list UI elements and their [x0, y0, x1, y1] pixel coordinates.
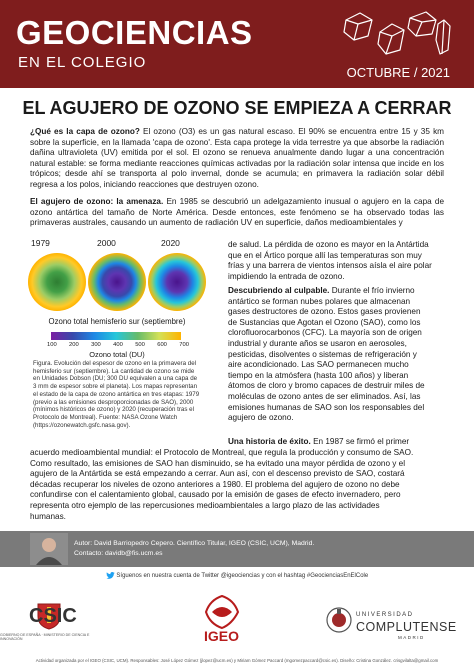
culpable-line: antártico se forman nubes polares que almacenan	[228, 296, 411, 306]
globe-caption: Ozono total hemisferio sur (septiembre)	[48, 317, 186, 326]
intro-line: la radiación dañina ultravioleta (UV) emitida por el sol. El ozono se renueva anualmente dando lugar a una	[30, 137, 444, 158]
culpable-lead: Descubriendo al culpable.	[228, 286, 330, 295]
ucm-logo: COMPLUTENSE	[356, 620, 457, 634]
exito-paragraph	[30, 448, 444, 522]
issue-date: OCTUBRE / 2021	[346, 65, 450, 80]
amenaza-cont-line: que en el Ártico porque allí las temperaturas son muy	[228, 250, 422, 260]
colorbar-ticks	[47, 342, 189, 348]
exito-line: Como resultado, las emisiones de SAO han disminuido, se ha evitado una mayor pérdida de ozono y el	[30, 458, 406, 468]
culpable-line: pesticidas, disolventes o sistemas de refrigeración y	[228, 349, 417, 359]
crystals-icon	[340, 10, 452, 58]
twitter-icon	[106, 572, 115, 579]
footer-credits: Actividad organizada por el IGEO (CSIC, UCM). Responsables: José López Gómez (jlopez@ucm.es) y Miriam Gómez Paccard (mgomezpaccard@csic.es). Diseño: Cristina González. crisgvilalta@gmail.com	[35, 658, 439, 663]
author-bar	[0, 531, 474, 567]
caption-line: (mínimos históricos de ozono) y 2020 (recuperación tras el	[33, 406, 194, 414]
year-label: 2020	[161, 238, 180, 248]
culpable-line: clorofluorocarbonos (CFC). La mayoría son de origen	[228, 328, 422, 338]
ucm-crest-icon	[326, 606, 352, 634]
author-name: Autor: David Barriopedro Cepero. Científico Titular, IGEO (CSIC, UCM), Madrid.	[74, 540, 315, 547]
colorbar-tick: 400	[113, 342, 123, 348]
intro-line: concentración natural estable: se forma mediante reacciones químicas activadas por la radiación solar	[30, 148, 444, 168]
intro-line: km sobre la superficie, en la llamada 'capa de ozono'. Esta capa protege la vida terrestre ya que absorbe	[30, 127, 444, 147]
header-title: GEOCIENCIAS	[16, 14, 253, 51]
caption-line: 3 mm de espesor sobre el planeta). Los mapas representan	[33, 383, 198, 391]
amenaza-paragraph	[30, 197, 444, 229]
author-photo	[30, 533, 68, 565]
author-avatar	[30, 533, 68, 565]
exito-first-line: Una historia de éxito. En 1987 se firmó el primer	[228, 437, 410, 446]
ucm-top: UNIVERSIDAD	[356, 612, 414, 618]
culpable-line: átomos de cloro y bromo capaces de destruir miles de	[228, 381, 425, 391]
culpable-paragraph	[228, 286, 444, 424]
colorbar-tick: 300	[91, 342, 101, 348]
exito-line: representa otro ejemplo de las repercusiones medioambientales a largo plazo de las actividades	[30, 500, 380, 510]
amenaza-line: las primaveras australes, causando un aumento de radiación UV en superficie, daños medioambientales y	[30, 207, 444, 228]
caption-line: (https://ozonewatch.gsfc.nasa.gov).	[33, 421, 131, 429]
colorbar-label: Ozono total (DU)	[89, 350, 145, 359]
colorbar-tick: 700	[179, 342, 189, 348]
igeo-logo: IGEO	[204, 628, 240, 644]
header-banner	[0, 0, 474, 88]
culpable-line: emisiones humanas de SAO son los responsables del	[228, 402, 425, 412]
intro-line: intensa que incide en los trópicos; desde ahí se transporta al polo invernal, donde se acumula; en	[30, 158, 444, 179]
amenaza-cont-line: frías y una barrera de vientos intensos aísla el aire polar	[228, 261, 432, 271]
colorbar-tick: 600	[157, 342, 167, 348]
amenaza-line: En 1985 se descubrió un adelgazamiento inusual o agujero en la capa	[166, 197, 432, 206]
caption-line: Figura. Evolución del espesor de ozono en la primavera del	[33, 360, 197, 367]
amenaza-lead: El agujero de ozono: la amenaza.	[30, 197, 164, 206]
culpable-line: moléculas de ozono antes de ser eliminados. Así, las	[228, 391, 421, 401]
igeo-emblem-icon	[200, 594, 244, 630]
globe-2000	[88, 253, 146, 311]
csic-subtext: GOBIERNO DE ESPAÑA · MINISTERIO DE CIENCIA E INNOVACIÓN	[0, 633, 90, 641]
colorbar-tick: 500	[135, 342, 145, 348]
header-subtitle: EN EL COLEGIO	[18, 54, 147, 71]
caption-line: Protocolo de Montreal). Fuente: NASA Ozone Watch	[33, 413, 178, 421]
intro-line: primavera la radiación solar débil regresa a los polos, iniciando reacciones que destruyen ozono.	[30, 169, 444, 189]
intro-paragraph	[30, 127, 444, 191]
amenaza-cont-line: impidiendo la entrada de ozono.	[228, 271, 345, 281]
colorbar-tick: 100	[47, 342, 57, 348]
exito-line: humanas.	[30, 511, 66, 521]
exito-lead: Una historia de éxito.	[228, 437, 311, 446]
figure-caption	[33, 360, 213, 429]
article-title: EL AGUJERO DE OZONO SE EMPIEZA A CERRAR	[22, 98, 452, 118]
culpable-line: gases destructores de ozono. Estos gases provienen	[228, 307, 421, 317]
culpable-line: Descubriendo al culpable. Durante el frío invierno	[228, 286, 415, 295]
culpable-line: agujero de ozono.	[228, 413, 294, 423]
caption-line: (previo a las emisiones desproporcionadas de SAO), 2000	[33, 398, 194, 406]
exito-line: décadas recuperar los niveles de ozono anteriores a 1980. El problema del agujero de ozono no debe	[30, 479, 400, 489]
colorbar-tick: 200	[69, 342, 79, 348]
social-text: Síguenos en nuestra cuenta de Twitter @igeociencias y con el hashtag #GeocienciasEnElCole	[116, 573, 369, 580]
ucm-city: MADRID	[398, 635, 425, 640]
ozone-globes	[27, 249, 207, 315]
amenaza-continued	[228, 240, 444, 282]
amenaza-line: de ozono antártica del tamaño de Norte América. Desde entonces, este fenómeno se ha observado todas	[30, 197, 444, 217]
intro-line: El ozono (O3) es un gas natural escaso. El 90% se encuentra entre 15 y 35	[143, 127, 430, 136]
year-label: 1979	[31, 238, 50, 248]
csic-logo: CSIC	[29, 605, 77, 627]
caption-line: hemisferio sur (septiembre). La cantidad de ozono se mide	[33, 367, 195, 375]
logos-row	[0, 590, 474, 650]
exito-line: acuerdo medioambiental mundial: el Protocolo de Montreal, que regula la producción y consumo de SAO.	[30, 448, 414, 457]
culpable-line: de Sustancias que Agotan el Ozono (SAO), como los	[228, 317, 421, 327]
exito-line: confundirse con el calentamiento global, causado por la emisión de gases de efecto invernadero, pero	[30, 490, 401, 500]
intro-lead: ¿Qué es la capa de ozono?	[30, 127, 140, 136]
colorbar	[51, 332, 181, 340]
exito-line: agujero de la Antártida se está empezando a cerrar. Aun así, con el descenso previsto de SAO, costará	[30, 469, 405, 479]
year-label: 2000	[97, 238, 116, 248]
caption-line: en Unidades Dobson (DU; 300 DU equivalen a una capa de	[33, 375, 198, 383]
culpable-line: aire acondicionado. Las SAO permanecen mucho	[228, 360, 409, 370]
culpable-line: industrial y durante años se usaron en aerosoles,	[228, 338, 407, 348]
culpable-line: tiempo en la atmósfera (hasta 100 años) y liberan	[228, 370, 409, 380]
globe-1979	[28, 253, 86, 311]
social-line	[0, 572, 474, 579]
caption-line: el estado de la capa de ozono antártica en tres etapas: 1979	[33, 390, 200, 398]
amenaza-cont-line: de salud. La pérdida de ozono es mayor en la Antártida	[228, 240, 429, 249]
author-contact[interactable]: Contacto: davidb@fis.ucm.es	[74, 550, 163, 557]
globe-2020	[148, 253, 206, 311]
